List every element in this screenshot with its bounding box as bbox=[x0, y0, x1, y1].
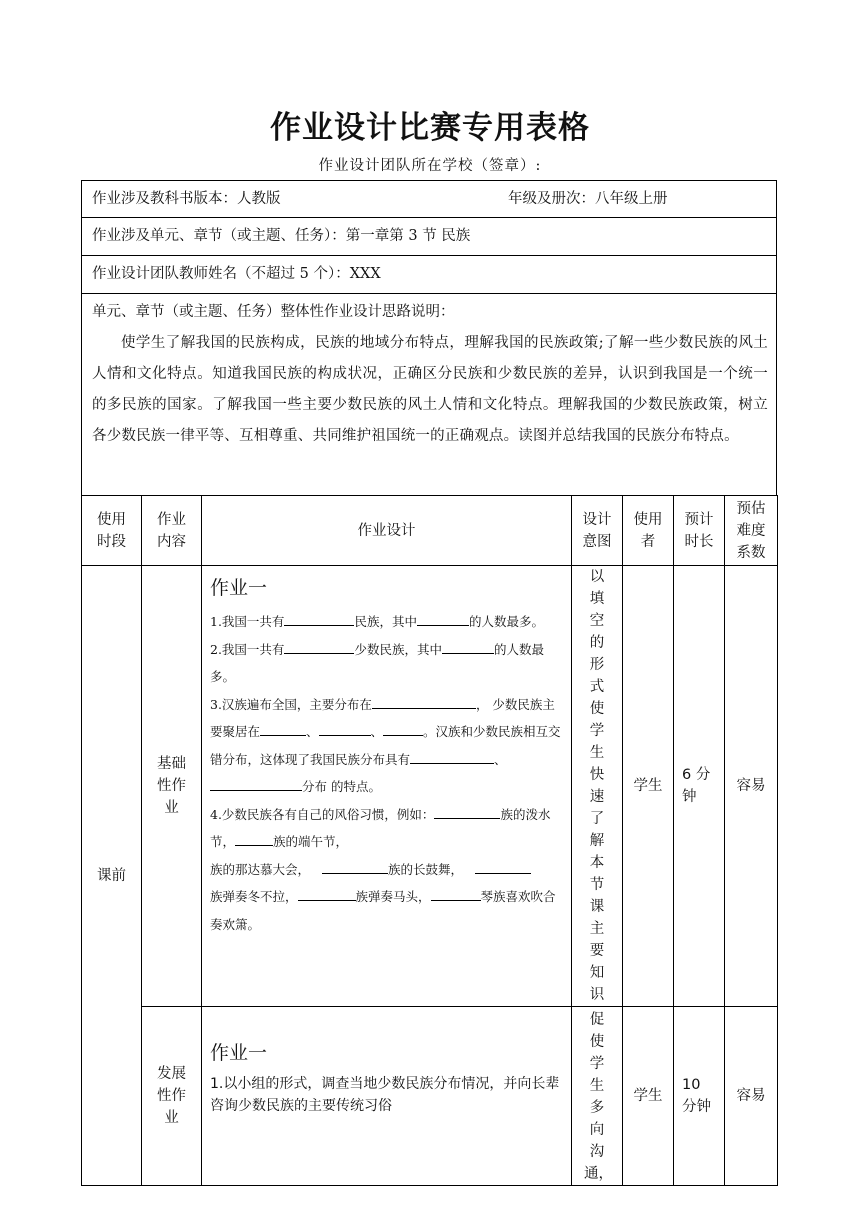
question-text: 的人数最多。 bbox=[468, 614, 544, 629]
answer-blank bbox=[260, 721, 306, 736]
question-text: 族的那达慕大会， bbox=[210, 861, 311, 877]
development-user: 学生 bbox=[623, 1007, 674, 1186]
teacher-row bbox=[81, 256, 777, 294]
question-text: 民族，其中 bbox=[354, 614, 417, 629]
unit-row bbox=[81, 218, 777, 256]
question-text: 分布 的特点。 bbox=[302, 779, 381, 794]
header-design: 作业设计 bbox=[202, 496, 572, 566]
development-heading: 作业一 bbox=[210, 1042, 268, 1064]
development-content bbox=[202, 1007, 572, 1186]
textbook-row bbox=[81, 180, 777, 218]
answer-blank bbox=[319, 721, 371, 736]
header-intent: 设计意图 bbox=[582, 511, 612, 550]
basic-difficulty: 容易 bbox=[725, 566, 778, 1007]
design-description bbox=[81, 294, 777, 496]
development-homework-row bbox=[82, 1007, 778, 1186]
basic-content bbox=[202, 566, 572, 1007]
answer-blank bbox=[210, 776, 302, 791]
description-heading: 单元、章节（或主题、任务）整体性作业设计思路说明： bbox=[92, 304, 455, 320]
development-intent: 促使学生多向沟通， bbox=[584, 1012, 613, 1182]
question-text: 族弹奏马头， bbox=[355, 889, 431, 904]
question-text: 族的长鼓舞， bbox=[388, 861, 464, 877]
table-header-row bbox=[82, 496, 778, 566]
question-text: 族弹奏冬不拉， bbox=[210, 889, 298, 904]
question-text: 。汉族和少数民族相互交错分布，这体现了我国民族分布具有 bbox=[210, 724, 561, 767]
answer-blank bbox=[284, 639, 354, 654]
answer-blank bbox=[284, 611, 354, 626]
question-text: 4.少数民族各有自己的风俗习惯，例如： bbox=[210, 806, 435, 822]
question-4 bbox=[210, 801, 563, 939]
basic-type: 基础性作业 bbox=[157, 756, 186, 816]
header-user: 使用者 bbox=[633, 511, 663, 550]
description-body: 使学生了解我国的民族构成，民族的地域分布特点，理解我国的民族政策;了解一些少数民族的风土人情和文化特点。知道我国民族的构成状况，正确区分民族和少数民族的差异，认识到我国是一个统一的多民族的国家。了解我国一些主要少数民族的风土人情和文化特点。理解我国的少数民族政策，树立各少数民族一律平等、互相尊重、共同维护祖国统一的正确观点。读图并总结我国的民族分布特点。 bbox=[92, 335, 768, 444]
question-text: 2.我国一共有 bbox=[210, 641, 285, 657]
period-cell bbox=[82, 566, 142, 1186]
answer-blank bbox=[235, 831, 273, 846]
answer-blank bbox=[475, 859, 531, 874]
development-type: 发展性作业 bbox=[157, 1066, 186, 1126]
question-text: 3.汉族遍布全国，主要分布在 bbox=[210, 696, 372, 712]
question-text: 的人数最多。 bbox=[210, 641, 544, 684]
header-content: 作业内容 bbox=[157, 511, 186, 550]
answer-blank bbox=[410, 749, 494, 764]
question-text: 、 bbox=[306, 724, 319, 739]
textbook-version: 作业涉及教科书版本：人教版 bbox=[92, 191, 281, 207]
period-value: 课前 bbox=[97, 867, 126, 884]
answer-blank bbox=[442, 639, 494, 654]
question-text: 琴族喜欢吹合奏欢箫。 bbox=[210, 889, 556, 932]
header-difficulty: 预估难度系数 bbox=[736, 500, 766, 561]
question-text: ， 少数民族主要聚居在 bbox=[210, 696, 555, 739]
school-signature-line: 作业设计团队所在学校（签章）: bbox=[318, 158, 542, 174]
question-text: 1.我国一共有 bbox=[210, 614, 285, 629]
basic-user: 学生 bbox=[623, 566, 674, 1007]
header-period: 使用时段 bbox=[97, 511, 126, 550]
question-text: 少数民族，其中 bbox=[354, 641, 442, 657]
basic-heading: 作业一 bbox=[210, 577, 268, 599]
development-duration: 10 分钟 bbox=[682, 1077, 711, 1115]
header-duration: 预计时长 bbox=[684, 511, 714, 550]
question-text: 、 bbox=[494, 751, 507, 767]
page-title: 作业设计比赛专用表格 bbox=[270, 110, 590, 146]
unit-chapter: 作业涉及单元、章节（或主题、任务）：第一章第 3 节 民族 bbox=[92, 228, 471, 244]
question-text: 、 bbox=[370, 724, 384, 739]
grade-volume: 年级及册次：八年级上册 bbox=[508, 191, 668, 207]
question-1 bbox=[210, 608, 563, 636]
question-2 bbox=[210, 636, 563, 691]
basic-homework-row bbox=[82, 566, 778, 1007]
teacher-names: 作业设计团队教师姓名（不超过 5 个）：XXX bbox=[92, 266, 381, 282]
answer-blank bbox=[383, 721, 423, 736]
answer-blank bbox=[417, 611, 469, 626]
answer-blank bbox=[298, 886, 356, 901]
question-3 bbox=[210, 691, 563, 801]
question-text: 族的端午节， bbox=[273, 834, 349, 849]
homework-table bbox=[81, 495, 778, 1186]
answer-blank bbox=[431, 886, 481, 901]
development-text: 1.以小组的形式，调查当地少数民族分布情况，并向长辈咨询少数民族的主要传统习俗 bbox=[210, 1076, 560, 1114]
basic-intent: 以填空的形式使学生快速了解本节课主要知识 bbox=[589, 569, 605, 1003]
question-text: 族的泼水节， bbox=[210, 806, 551, 849]
development-difficulty: 容易 bbox=[725, 1007, 778, 1186]
answer-blank bbox=[434, 804, 500, 819]
answer-blank bbox=[372, 694, 476, 709]
answer-blank bbox=[322, 859, 388, 874]
basic-duration: 6 分钟 bbox=[682, 767, 711, 805]
